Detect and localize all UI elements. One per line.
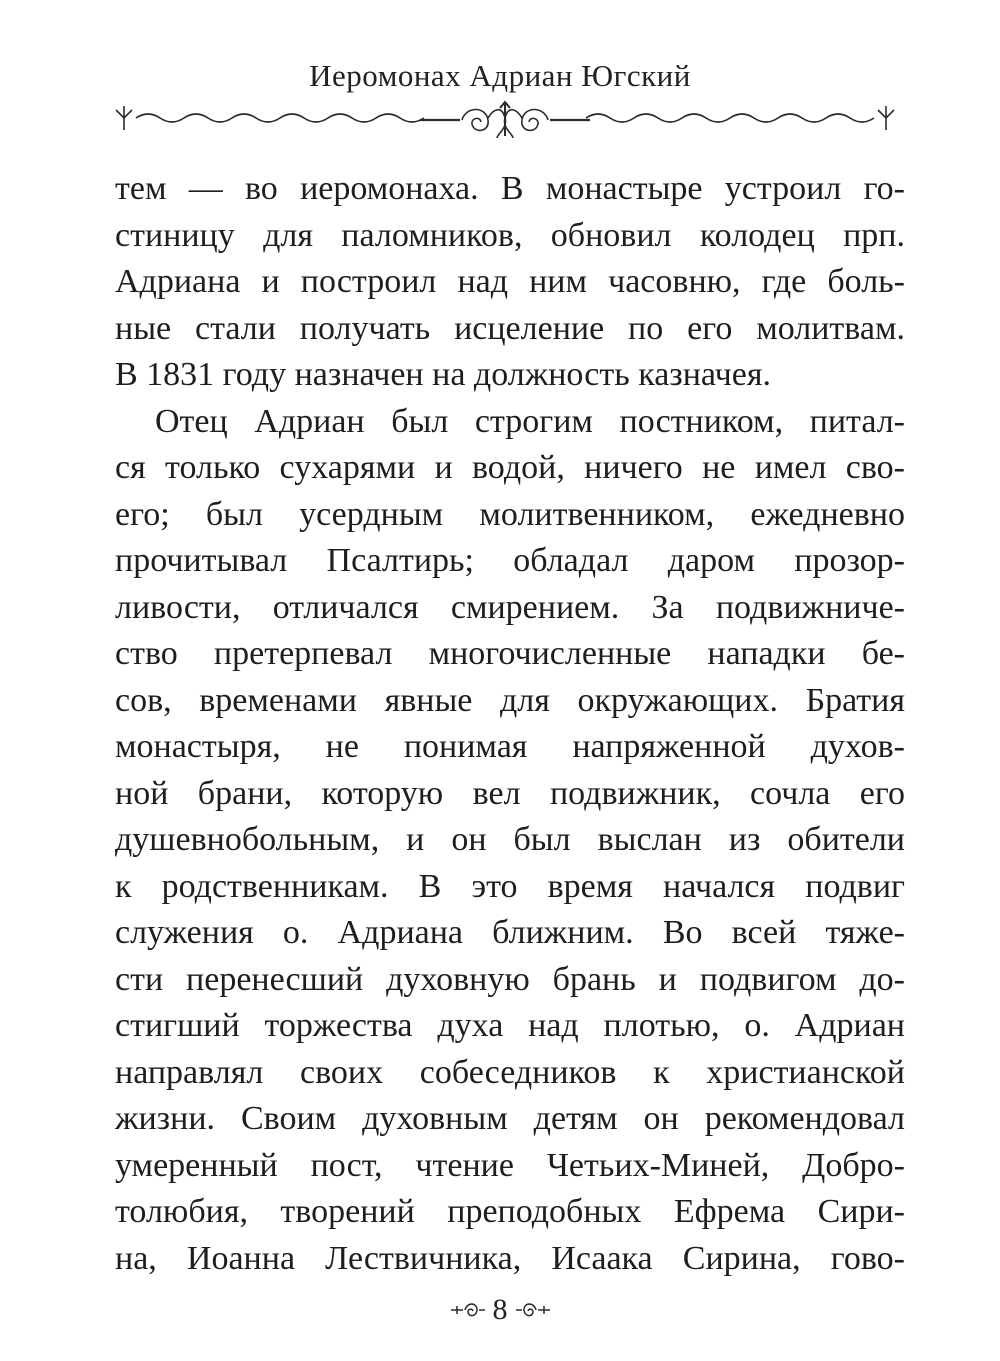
text-line: служения о. Адриана ближним. Во всей тяже-: [115, 914, 905, 951]
text-line: Адриана и построил над ним часовню, где боль-: [115, 263, 905, 300]
page-number: 8: [492, 1293, 508, 1326]
text-line: ство претерпевал многочисленные нападки бе-: [115, 635, 905, 672]
text-line: стиницу для паломников, обновил колодец прп.: [115, 216, 905, 254]
text-line: умеренный пост, чтение Четьих-Миней, Добро-: [115, 1146, 905, 1184]
text-line: ливости, отличался смирением. За подвижниче-: [115, 588, 905, 626]
text-line: сти перенесший духовную брань и подвигом до-: [115, 960, 905, 998]
text-line: его; был усердным молитвенником, ежедневно: [115, 495, 905, 533]
text-line: ной брани, которую вел подвижник, сочла его: [115, 774, 905, 812]
text-line: направлял своих собеседников к христианской: [115, 1053, 905, 1091]
text-line: стигший торжества духа над плотью, о. Адриан: [115, 1007, 905, 1044]
text-line: к родственникам. В это время начался подвиг: [115, 867, 905, 905]
right-folio-ornament-icon: [514, 1300, 552, 1320]
body-text: [115, 166, 905, 1282]
text-line: ные стали получать исцеление по его молитвам.: [115, 309, 905, 347]
text-line: прочитывал Псалтирь; обладал даром прозор-: [115, 542, 905, 579]
text-line: толюбия, творений преподобных Ефрема Сири-: [115, 1193, 905, 1230]
page-folio: [0, 1290, 1000, 1330]
left-folio-ornament-icon: [449, 1300, 487, 1320]
text-line: В 1831 году назначен на должность казначея.: [115, 356, 771, 393]
text-line: душевнобольным, и он был выслан из обители: [115, 821, 905, 858]
text-line: на, Иоанна Лествичника, Исаака Сирина, гово-: [115, 1239, 905, 1277]
running-title: Иеромонах Адриан Югский: [309, 58, 691, 93]
text-line: монастыря, не понимая напряженной духов-: [115, 728, 905, 765]
text-line: тем — во иеромонаха. В монастыре устроил го-: [115, 170, 905, 207]
text-line: жизни. Своим духовным детям он рекомендовал: [115, 1100, 905, 1137]
text-line: Отец Адриан был строгим постником, питал-: [155, 402, 905, 440]
text-line: сов, временами явные для окружающих. Братия: [115, 681, 905, 719]
header-ornament-divider: [110, 98, 900, 138]
text-line: ся только сухарями и водой, ничего не имел сво-: [115, 449, 905, 486]
